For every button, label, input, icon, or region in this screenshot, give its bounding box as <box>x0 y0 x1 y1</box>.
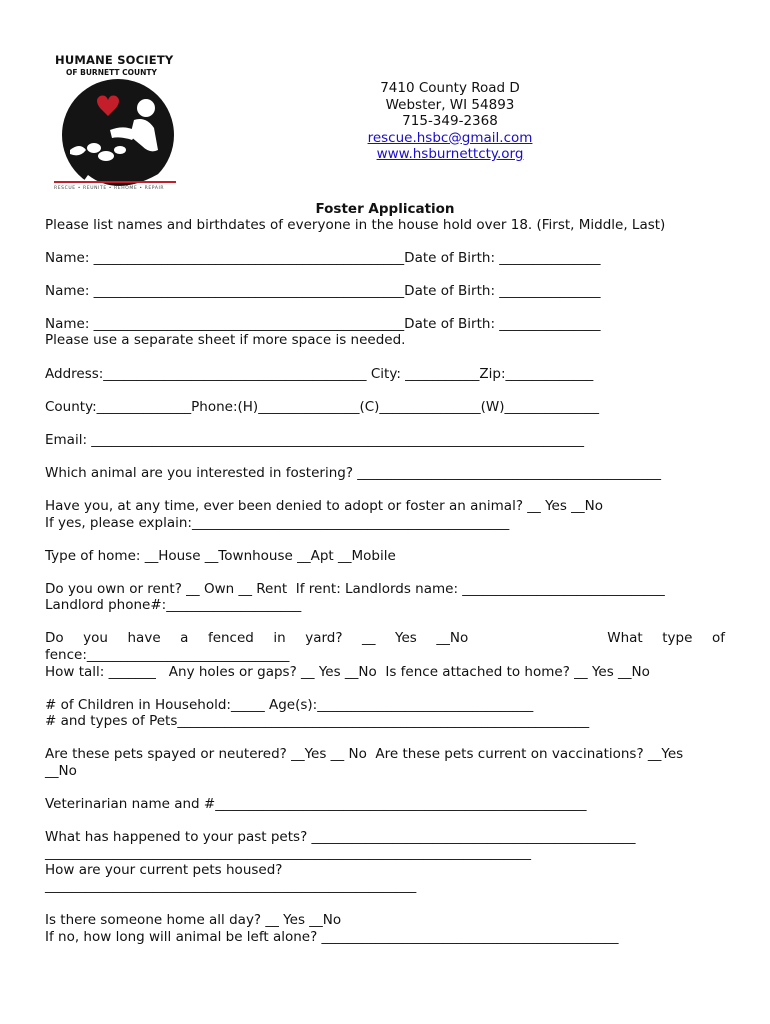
left-alone-field[interactable]: If no, how long will animal be left alone? ____________________________________________ <box>45 929 619 945</box>
name-field-2[interactable]: Name: ______________________________________________Date of Birth: _______________ <box>45 283 601 299</box>
address-line: 7410 County Road D <box>380 80 520 96</box>
word: fenced <box>207 630 254 646</box>
email-link[interactable]: rescue.hsbc@gmail.com <box>367 129 533 146</box>
separate-sheet-note: Please use a separate sheet if more space is needed. <box>45 332 406 348</box>
word: Do <box>45 630 64 646</box>
home-all-day-question[interactable]: Is there someone home all day? __ Yes __No <box>45 912 342 928</box>
name-field-3[interactable]: Name: ______________________________________________Date of Birth: _______________ <box>45 316 601 332</box>
landlord-phone-field[interactable]: Landlord phone#:____________________ <box>45 597 302 613</box>
intro-text: Please list names and birthdates of everyone in the house hold over 18. (First, Middle, Last) <box>45 217 666 233</box>
spayed-vaccinated-cont[interactable]: __No <box>45 763 77 779</box>
word: type <box>662 630 693 646</box>
word: you <box>83 630 108 646</box>
pets-housed-field[interactable]: _______________________________________________________ <box>45 878 417 894</box>
website-link[interactable]: www.hsburnettcty.org <box>376 146 524 162</box>
word: a <box>180 630 189 646</box>
name-field-1[interactable]: Name: ______________________________________________Date of Birth: _______________ <box>45 250 601 266</box>
word: have <box>127 630 161 646</box>
fenced-yard-question[interactable] <box>45 630 725 646</box>
org-name: HUMANE SOCIETY <box>55 53 174 67</box>
denied-question[interactable]: Have you, at any time, ever been denied to adopt or foster an animal? __ Yes __No <box>45 498 604 514</box>
city-line: Webster, WI 54893 <box>385 96 515 113</box>
children-field[interactable]: # of Children in Household:_____ Age(s):________________________________ <box>45 697 534 713</box>
pets-field[interactable]: # and types of Pets_____________________________________________________________ <box>45 713 590 729</box>
org-tagline: RESCUE • REUNITE • REHOME • REPAIR <box>54 186 165 191</box>
pets-housed-question: How are your current pets housed? <box>45 862 283 878</box>
own-rent-question[interactable]: Do you own or rent? __ Own __ Rent If rent: Landlords name: ______________________________ <box>45 581 665 597</box>
word: __No <box>436 630 469 646</box>
spayed-vaccinated-question[interactable]: Are these pets spayed or neutered? __Yes __ No Are these pets current on vaccinations? __Yes <box>45 746 684 762</box>
word: in <box>273 630 286 646</box>
word: of <box>711 630 725 646</box>
animal-interest-field[interactable]: Which animal are you interested in fostering? _____________________________________________ <box>45 465 662 481</box>
county-phone-field[interactable]: County:______________Phone:(H)_______________(C)_______________(W)______________ <box>45 399 600 415</box>
fence-details-field[interactable]: How tall: _______ Any holes or gaps? __ Yes __No Is fence attached to home? __ Yes __No <box>45 664 650 680</box>
word: Yes <box>395 630 417 646</box>
denied-explain-field[interactable]: If yes, please explain:_______________________________________________ <box>45 515 510 531</box>
contact-block <box>330 80 570 163</box>
address-field[interactable]: Address:_______________________________________ City: ___________Zip:_____________ <box>45 366 594 382</box>
home-type-question[interactable]: Type of home: __House __Townhouse __Apt __Mobile <box>45 548 396 564</box>
word: What <box>607 630 643 646</box>
fence-type-field[interactable]: fence:______________________________ <box>45 647 290 663</box>
email-field[interactable]: Email: _________________________________________________________________________ <box>45 432 585 448</box>
word: __ <box>362 630 376 646</box>
phone-number: 715-349-2368 <box>402 113 498 129</box>
form-title: Foster Application <box>315 201 455 217</box>
spacer <box>488 630 588 646</box>
veterinarian-field[interactable]: Veterinarian name and #_______________________________________________________ <box>45 796 587 812</box>
org-subtitle: OF BURNETT COUNTY <box>66 68 157 77</box>
past-pets-cont[interactable]: ________________________________________________________________________ <box>45 845 531 861</box>
past-pets-field[interactable]: What has happened to your past pets? ________________________________________________ <box>45 829 636 845</box>
word: yard? <box>305 630 343 646</box>
